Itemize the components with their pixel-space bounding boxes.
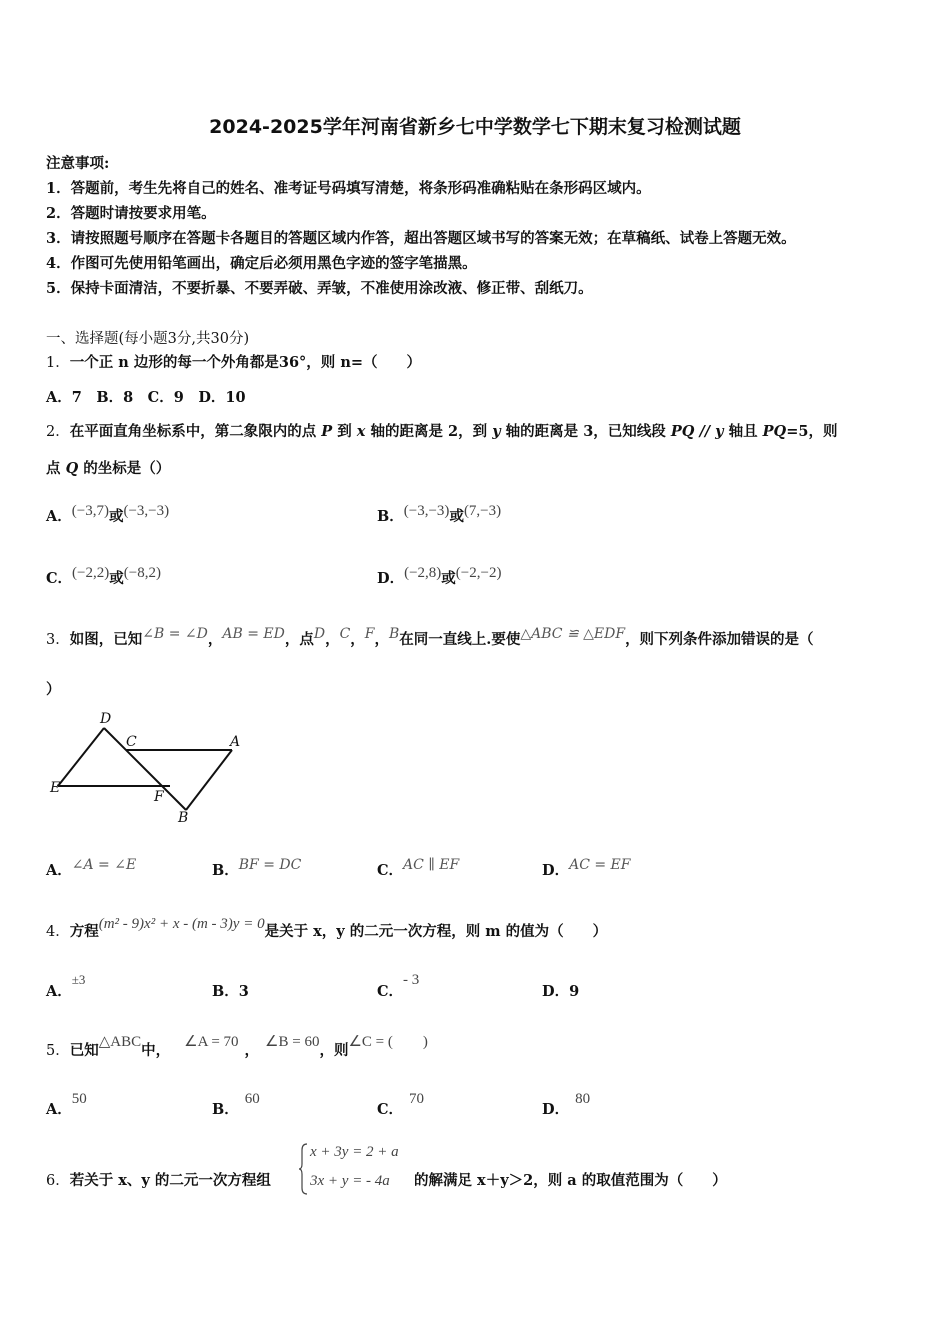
question-1 xyxy=(46,351,421,372)
question-text: 方程 xyxy=(69,923,99,940)
math-expression: (−3,7) xyxy=(71,503,109,519)
option-label: B． xyxy=(212,983,239,1000)
question-text: 一个正 n 边形的每一个外角都是36°，则 n=（ ） xyxy=(69,354,422,371)
question-text: 在同一直线上.要使 xyxy=(399,631,521,648)
q2-option-c[interactable] xyxy=(46,567,161,588)
equation-1: x + 3y = 2 + a xyxy=(310,1144,399,1160)
notice-item-1: 1．答题前，考生先将自己的姓名、准考证号码填写清楚，将条形码准确粘贴在条形码区域内。 xyxy=(46,180,651,197)
question-number: 2． xyxy=(46,424,70,440)
q4-option-c[interactable] xyxy=(377,972,420,1001)
notice-item-3: 3．请按照题号顺序在答题卡各题目的答题区域内作答，超出答题区域书写的答案无效；在草稿纸、试卷上答题无效。 xyxy=(46,230,796,247)
or-text: 或 xyxy=(108,508,124,525)
section-heading: 一、选择题(每小题3分,共30分) xyxy=(46,331,250,347)
point-p: P xyxy=(321,423,333,440)
var-y: y xyxy=(492,423,501,440)
option-label: A． xyxy=(46,983,72,1000)
question-text: 是关于 x，y 的二元一次方程，则 m 的值为（ ） xyxy=(264,923,608,940)
segment-pq: PQ xyxy=(762,423,787,440)
or-text: 或 xyxy=(449,508,464,525)
option-label: A． xyxy=(46,862,72,879)
math-expression: 80 xyxy=(575,1091,591,1107)
q3-option-b[interactable] xyxy=(212,859,301,880)
question-text: 轴的距离是 3，已知线段 xyxy=(500,423,671,440)
point-q: Q xyxy=(65,460,79,477)
option-label: D． xyxy=(542,1101,570,1118)
question-text: 到 xyxy=(332,423,357,440)
notice-heading: 注意事项: xyxy=(46,155,110,172)
math-expression: (−3,−3) xyxy=(123,503,170,519)
q4-option-a[interactable] xyxy=(46,972,86,1001)
question-text: 的坐标是（） xyxy=(78,460,171,477)
point-label: D xyxy=(313,626,326,642)
label-a: A xyxy=(230,734,241,750)
or-text: 或 xyxy=(441,570,456,587)
math-expression: ∠B = ∠D xyxy=(142,626,208,642)
page-title: 2024-2025学年河南省新乡七中学数学七下期末复习检测试题 xyxy=(209,116,741,138)
q4-option-d[interactable] xyxy=(542,980,579,1001)
label-f: F xyxy=(154,789,164,805)
question-text: 中， xyxy=(141,1042,171,1059)
question-number: 5． xyxy=(46,1043,70,1059)
left-brace-icon xyxy=(298,1142,308,1196)
q2-option-d[interactable] xyxy=(377,567,501,588)
option-label: D． xyxy=(542,983,570,1000)
math-expression: (−3,−3) xyxy=(403,503,450,519)
q5-option-a[interactable] xyxy=(46,1091,87,1119)
option-label: A． xyxy=(46,1101,72,1118)
parallel-sign: // xyxy=(694,423,716,440)
math-expression: (−2,−2) xyxy=(455,565,502,581)
var-y: y xyxy=(715,423,724,440)
separator: ， xyxy=(374,631,389,648)
question-5 xyxy=(46,1034,428,1060)
question-6-rest: 的解满足 x＋y＞2，则 a 的取值范围为（ ） xyxy=(414,1172,727,1189)
option-label: B． xyxy=(377,508,404,525)
option-label: A． xyxy=(46,508,72,525)
option-value: 3 xyxy=(238,983,249,1000)
math-expression: ∠A = 70 xyxy=(184,1034,239,1050)
math-expression: 60 xyxy=(244,1091,260,1107)
label-d: D xyxy=(100,711,112,727)
math-expression: (−2,2) xyxy=(72,565,110,581)
math-expression: 50 xyxy=(71,1091,87,1107)
point-label: F xyxy=(364,626,375,642)
separator: ， xyxy=(207,631,223,648)
separator: ， xyxy=(325,631,340,648)
question-4 xyxy=(46,916,608,941)
option-label: D． xyxy=(377,570,405,587)
math-expression: AC = EF xyxy=(569,857,631,873)
segment-pq: PQ xyxy=(670,423,695,440)
question-3-line2: ） xyxy=(46,681,61,698)
point-label: B xyxy=(389,626,400,642)
equation: (m² - 9)x² + x - (m - 3)y = 0 xyxy=(98,916,265,932)
math-expression: ±3 xyxy=(71,972,86,987)
option-label: C． xyxy=(377,1101,404,1118)
option-label: B． xyxy=(212,862,239,879)
option-label: B． xyxy=(212,1101,239,1118)
q3-option-a[interactable] xyxy=(46,859,136,880)
question-6 xyxy=(46,1169,271,1190)
math-expression: ∠B = 60 xyxy=(265,1034,320,1050)
question-number: 1． xyxy=(46,355,70,371)
math-expression: △ABC xyxy=(98,1034,142,1050)
question-text: ，则 xyxy=(319,1042,349,1059)
notice-item-4: 4．作图可先使用铅笔画出，确定后必须用黑色字迹的签字笔描黑。 xyxy=(46,255,477,272)
question-number: 3． xyxy=(46,632,70,648)
option-label: C． xyxy=(46,570,73,587)
math-expression: - 3 xyxy=(403,972,420,988)
option-label: D． xyxy=(542,862,570,879)
question-3 xyxy=(46,628,814,649)
q2-option-a[interactable] xyxy=(46,505,169,526)
option-label: C． xyxy=(377,862,404,879)
question-text: 已知 xyxy=(69,1042,99,1059)
label-e: E xyxy=(50,780,61,796)
question-text: 若关于 x、y 的二元一次方程组 xyxy=(69,1172,271,1189)
math-expression: AC ∥ EF xyxy=(403,857,460,873)
question-text: ，则下列条件添加错误的是（ xyxy=(625,631,814,648)
question-text: 点 xyxy=(46,460,66,477)
math-expression: ∠C = ( ) xyxy=(348,1034,428,1050)
math-expression: (7,−3) xyxy=(463,503,502,519)
question-text: 轴的距离是 2，到 xyxy=(365,423,493,440)
question-text: 在平面直角坐标系中，第二象限内的点 xyxy=(69,423,322,440)
separator: ， xyxy=(350,631,365,648)
question-number: 6． xyxy=(46,1173,70,1189)
math-expression: ∠A = ∠E xyxy=(71,857,137,873)
option-value: 9 xyxy=(569,983,580,1000)
q5-option-c[interactable] xyxy=(377,1091,425,1119)
option-label: C． xyxy=(377,983,404,1000)
question-2 xyxy=(46,420,837,441)
var-x: x xyxy=(356,423,366,440)
point-label: C xyxy=(339,626,351,642)
math-expression: BF = DC xyxy=(238,857,302,873)
q3-option-d[interactable] xyxy=(542,859,630,880)
separator: ， xyxy=(244,1042,260,1059)
math-expression: (−8,2) xyxy=(123,565,161,581)
question-number: 4． xyxy=(46,924,70,940)
equation-2: 3x + y = - 4a xyxy=(310,1173,390,1189)
q5-option-d[interactable] xyxy=(542,1091,591,1119)
question-text: 如图，已知 xyxy=(69,631,143,648)
question-text: =5，则 xyxy=(786,423,838,440)
label-c: C xyxy=(126,734,137,750)
notice-item-5: 5．保持卡面清洁，不要折暴、不要弄破、弄皱，不准使用涂改液、修正带、刮纸刀。 xyxy=(46,280,593,297)
q4-option-b[interactable] xyxy=(212,980,249,1001)
notice-item-2: 2．答题时请按要求用笔。 xyxy=(46,205,216,222)
geometry-figure xyxy=(46,708,256,828)
question-text: 轴且 xyxy=(723,423,763,440)
equation-system xyxy=(298,1142,408,1196)
q5-option-b[interactable] xyxy=(212,1091,260,1119)
question-1-options: A．7 B．8 C．9 D．10 xyxy=(46,389,246,406)
q2-option-b[interactable] xyxy=(377,505,501,526)
math-expression: AB = ED xyxy=(222,626,285,642)
question-text: ，点 xyxy=(284,631,314,648)
or-text: 或 xyxy=(109,570,124,587)
q3-option-c[interactable] xyxy=(377,859,459,880)
math-expression: (−2,8) xyxy=(404,565,442,581)
math-expression: △ABC ≌ △EDF xyxy=(520,626,626,642)
math-expression: 70 xyxy=(409,1091,425,1107)
question-2-line2 xyxy=(46,457,170,478)
label-b: B xyxy=(178,810,189,826)
